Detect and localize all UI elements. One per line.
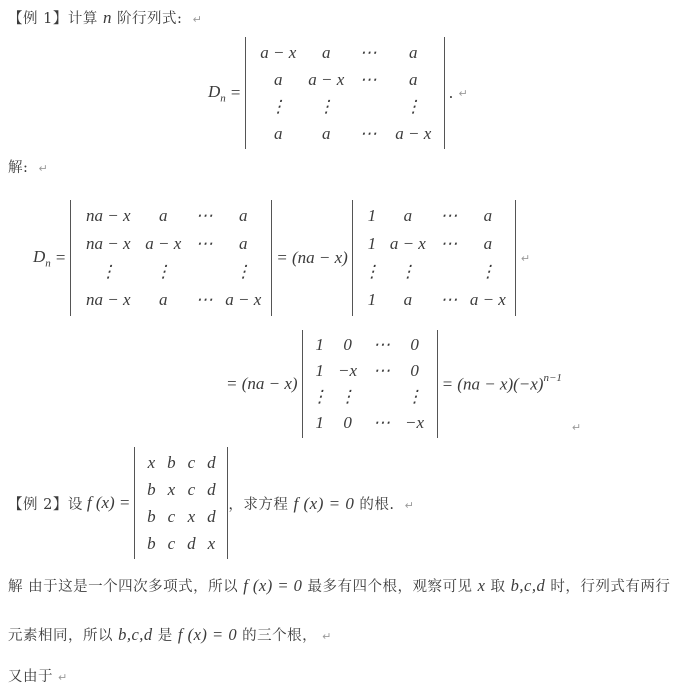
x-variable: x: [477, 576, 486, 595]
bcd-variables: b,c,d: [510, 576, 546, 595]
matrix-cell: a: [159, 290, 168, 309]
matrix-cell: ⋯: [359, 69, 377, 89]
display-dn-definition: [208, 37, 682, 149]
matrix-cell: a: [403, 206, 413, 225]
matrix-cell: a − x: [145, 234, 182, 253]
matrix-cell: ⋯: [195, 206, 213, 225]
matrix-cell: 1: [315, 335, 324, 354]
dn-subscript: n: [220, 92, 226, 105]
matrix-cell: na − x: [86, 206, 131, 225]
matrix-cell: x: [187, 506, 196, 526]
matrix-cell: ⋮: [234, 262, 252, 281]
matrix-cell: a: [403, 290, 413, 309]
matrix-cell: c: [187, 479, 196, 499]
matrix-cell: d: [207, 452, 216, 472]
example1-heading-pre: 【例 1】计算: [8, 11, 103, 27]
matrix-cell: x: [167, 479, 176, 499]
closing-line: [8, 667, 682, 688]
example2-tail-pre: ，求方程: [228, 496, 294, 513]
solution2-text: 最多有四个根，观察可见: [302, 579, 478, 595]
matrix-cell: a: [483, 206, 493, 225]
matrix-cell: c: [167, 506, 176, 526]
bcd-variables: b,c,d: [118, 625, 153, 644]
matrix-cell: 0: [410, 361, 419, 380]
matrix-cell: a − x: [260, 42, 297, 62]
closing-text: 又由于: [8, 669, 53, 685]
solution2-text: 取: [485, 579, 511, 595]
matrix-cell: ⋮: [311, 387, 329, 406]
matrix-cell: b: [147, 479, 156, 499]
matrix-cell: ⋮: [339, 387, 357, 406]
matrix-cell: 0: [343, 335, 352, 354]
matrix-cell: ⋮: [269, 96, 287, 116]
determinant-matrix-ones-a: [352, 200, 516, 316]
matrix-cell: a: [274, 123, 283, 143]
matrix-cell: 1: [315, 413, 324, 432]
matrix-cell: ⋯: [359, 42, 377, 62]
matrix-cell: ⋯: [195, 290, 213, 309]
matrix-cell: ⋯: [373, 361, 391, 380]
example1-heading: [8, 0, 682, 30]
matrix-cell: 1: [367, 234, 377, 253]
matrix-cell: na − x: [86, 290, 131, 309]
matrix-cell: 0: [410, 335, 419, 354]
paragraph-mark: ↵: [520, 251, 531, 265]
matrix-cell: na − x: [86, 234, 131, 253]
matrix-cell: x: [147, 452, 156, 472]
paragraph-mark: ↵: [322, 630, 332, 643]
determinant-matrix-nax: [70, 200, 272, 316]
paragraph-mark: ↵: [38, 162, 49, 175]
solution1-text: 解:: [8, 160, 34, 176]
matrix-cell: a − x: [308, 69, 345, 89]
matrix-cell: 1: [367, 206, 377, 225]
matrix-cell: d: [187, 533, 196, 553]
example2-line: [8, 447, 682, 559]
example2-tail-post: 的根.: [354, 496, 400, 513]
example2-tail: [228, 493, 414, 514]
equation-line-2: [222, 330, 682, 438]
matrix-cell: a: [409, 42, 418, 62]
matrix-cell: b: [147, 506, 156, 526]
matrix-cell: b: [167, 452, 176, 472]
solution2-text: 解 由于这是一个四次多项式，所以: [8, 579, 244, 595]
matrix-cell: ⋮: [99, 262, 117, 281]
matrix-cell: b: [147, 533, 156, 553]
determinant-matrix-ax: [245, 37, 445, 149]
paragraph-mark: ↵: [404, 498, 415, 512]
solution2-text: 时，行列式有两行元素相同，所以: [8, 579, 671, 644]
dn-symbol: [208, 82, 226, 104]
matrix-cell: a: [239, 206, 248, 225]
matrix-cell: a: [159, 206, 168, 225]
fx-definition: f (x) =: [86, 493, 131, 512]
matrix-cell: c: [187, 452, 196, 472]
matrix-cell: a − x: [395, 123, 432, 143]
matrix-cell: ⋯: [440, 290, 458, 309]
dn-symbol: [33, 247, 51, 269]
matrix-cell: ⋯: [440, 206, 458, 225]
result-exponent: n−1: [543, 371, 562, 384]
matrix-cell: ⋯: [440, 234, 458, 253]
paragraph-mark: ↵: [58, 671, 68, 684]
paragraph-mark: ↵: [571, 421, 582, 434]
factor-na-minus-x: = (na − x): [226, 374, 298, 393]
matrix-cell: a: [322, 123, 331, 143]
matrix-cell: d: [207, 479, 216, 499]
example1-heading-post: 阶行列式:: [111, 11, 188, 27]
result-expression: [441, 371, 562, 395]
fx-equals-zero: f (x) = 0: [293, 493, 355, 513]
matrix-cell: ⋮: [479, 262, 497, 281]
matrix-cell: ⋮: [404, 96, 422, 116]
matrix-cell: c: [167, 533, 176, 553]
matrix-cell: ⋮: [154, 262, 172, 281]
matrix-cell: ⋯: [373, 413, 391, 432]
fx-equals-zero: f (x) = 0: [177, 625, 238, 644]
dn-letter: D: [208, 81, 221, 101]
matrix-cell: −x: [338, 361, 358, 380]
matrix-cell: ⋮: [317, 96, 335, 116]
matrix-cell: a: [274, 69, 283, 89]
matrix-cell: a − x: [389, 234, 426, 253]
matrix-cell: ⋯: [359, 123, 377, 143]
matrix-cell: d: [207, 506, 216, 526]
matrix-cell: a: [409, 69, 418, 89]
matrix-cell: ⋯: [195, 234, 213, 253]
equals-sign: =: [54, 248, 67, 267]
matrix-cell: ⋮: [399, 262, 417, 281]
matrix-cell: ⋮: [406, 387, 424, 406]
matrix-cell: ⋯: [373, 335, 391, 354]
matrix-cell: a: [483, 234, 493, 253]
solution2-text: 的三个根，: [237, 628, 318, 644]
fx-equals-zero: f (x) = 0: [243, 576, 303, 595]
paragraph-mark: ↵: [192, 13, 203, 26]
equals-sign: =: [229, 83, 242, 102]
dn-subscript: n: [45, 257, 51, 270]
matrix-cell: ⋮: [363, 262, 381, 281]
solution2-paragraph: [8, 562, 674, 660]
matrix-cell: a − x: [225, 290, 262, 309]
matrix-cell: a: [322, 42, 331, 62]
example1-heading-var: n: [102, 8, 112, 27]
matrix-cell: x: [207, 533, 216, 553]
matrix-cell: 1: [315, 361, 324, 380]
dn-letter: D: [33, 246, 46, 266]
matrix-cell: a − x: [469, 290, 506, 309]
matrix-cell: 0: [343, 413, 352, 432]
paragraph-mark: ↵: [458, 86, 468, 100]
solution1-label: [8, 158, 682, 179]
matrix-cell: a: [239, 234, 248, 253]
equation-line-1: [33, 200, 682, 316]
result-base: = (na − x)(−x): [441, 374, 544, 394]
determinant-matrix-ones-x: [302, 330, 438, 438]
period: .: [449, 83, 454, 102]
matrix-cell: 1: [367, 290, 377, 309]
matrix-cell: −x: [405, 413, 425, 432]
factor-na-minus-x: = (na − x): [276, 248, 348, 267]
determinant-matrix-fx: [134, 447, 228, 559]
example2-heading: 【例 2】设: [8, 496, 83, 513]
solution2-text: 是: [152, 628, 178, 644]
